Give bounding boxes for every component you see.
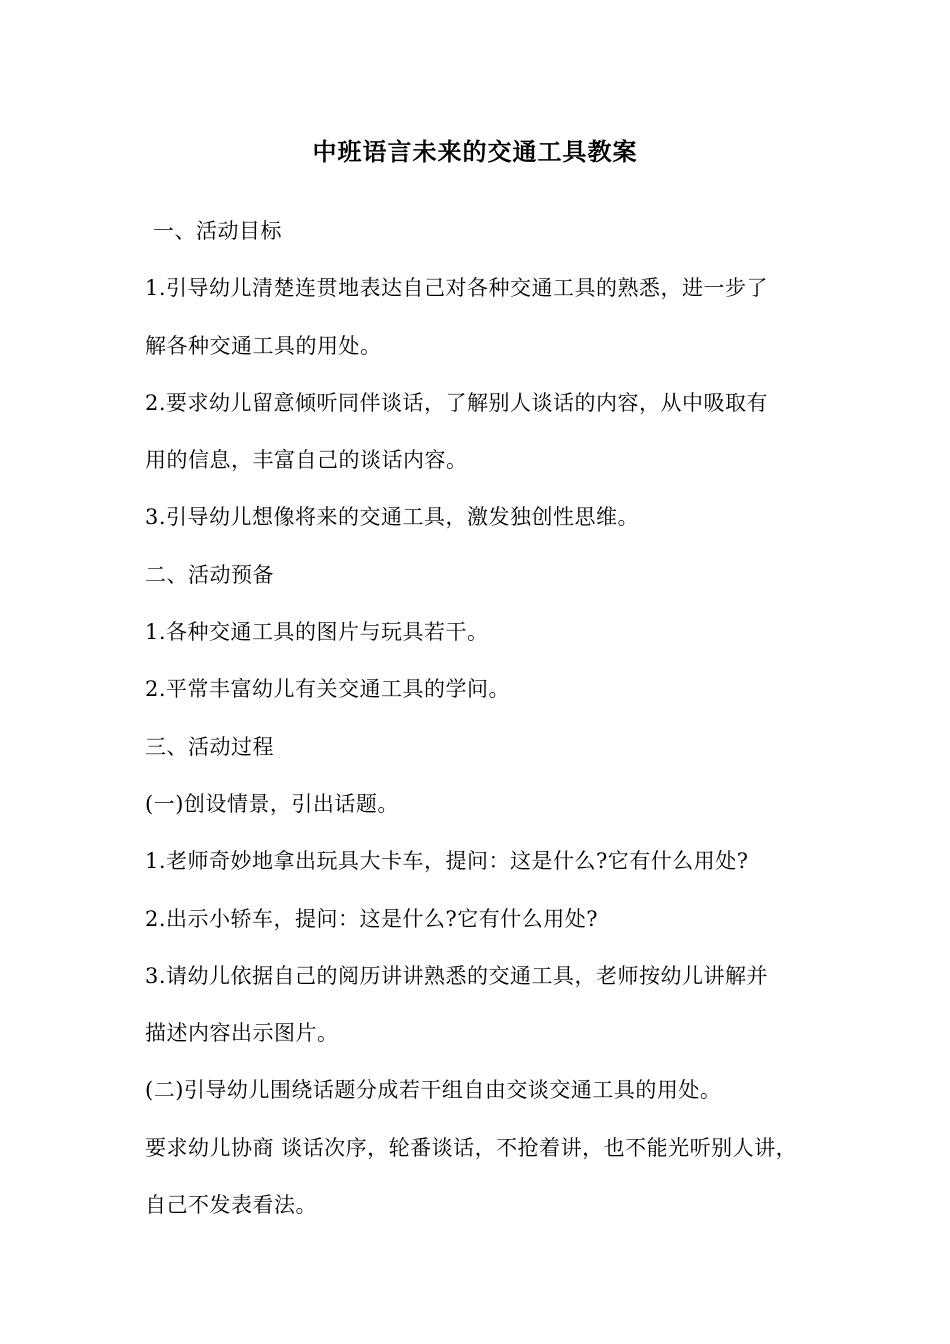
paragraph-line: 1.引导幼儿清楚连贯地表达自己对各种交通工具的熟悉，进一步了 bbox=[145, 276, 769, 301]
paragraph-line: 2.要求幼儿留意倾听同伴谈话，了解别人谈话的内容，从中吸取有 bbox=[145, 390, 769, 415]
paragraph-line: 解各种交通工具的用处。 bbox=[145, 333, 382, 358]
paragraph-line: 1.各种交通工具的图片与玩具若干。 bbox=[145, 620, 489, 645]
paragraph-line: 用的信息，丰富自己的谈话内容。 bbox=[145, 448, 468, 473]
section-heading-process: 三、活动过程 bbox=[145, 734, 274, 759]
paragraph-line: 自己不发表看法。 bbox=[145, 1193, 317, 1218]
paragraph-line: 描述内容出示图片。 bbox=[145, 1021, 339, 1046]
paragraph-line: 1.老师奇妙地拿出玩具大卡车，提问：这是什么?它有什么用处? bbox=[145, 849, 749, 874]
paragraph-line: 2.出示小轿车，提问：这是什么?它有什么用处? bbox=[145, 906, 599, 931]
document-title: 中班语言未来的交通工具教案 bbox=[312, 137, 638, 166]
section-heading-goals: 一、活动目标 bbox=[153, 219, 282, 243]
paragraph-line: 3.请幼儿依据自己的阅历讲讲熟悉的交通工具，老师按幼儿讲解并 bbox=[145, 963, 769, 988]
paragraph-line: 3.引导幼儿想像将来的交通工具，激发独创性思维。 bbox=[145, 505, 640, 530]
paragraph-line: 要求幼儿协商 谈话次序，轮番谈话，不抢着讲，也不能光听别人讲， bbox=[145, 1135, 798, 1160]
document-body bbox=[145, 203, 835, 1234]
paragraph-line: 2.平常丰富幼儿有关交通工具的学问。 bbox=[145, 677, 511, 702]
section-heading-preparation: 二、活动预备 bbox=[145, 562, 274, 587]
subsection-heading: (一)创设情景，引出话题。 bbox=[145, 791, 399, 816]
subsection-heading: (二)引导幼儿围绕话题分成若干组自由交谈交通工具的用处。 bbox=[145, 1078, 722, 1103]
